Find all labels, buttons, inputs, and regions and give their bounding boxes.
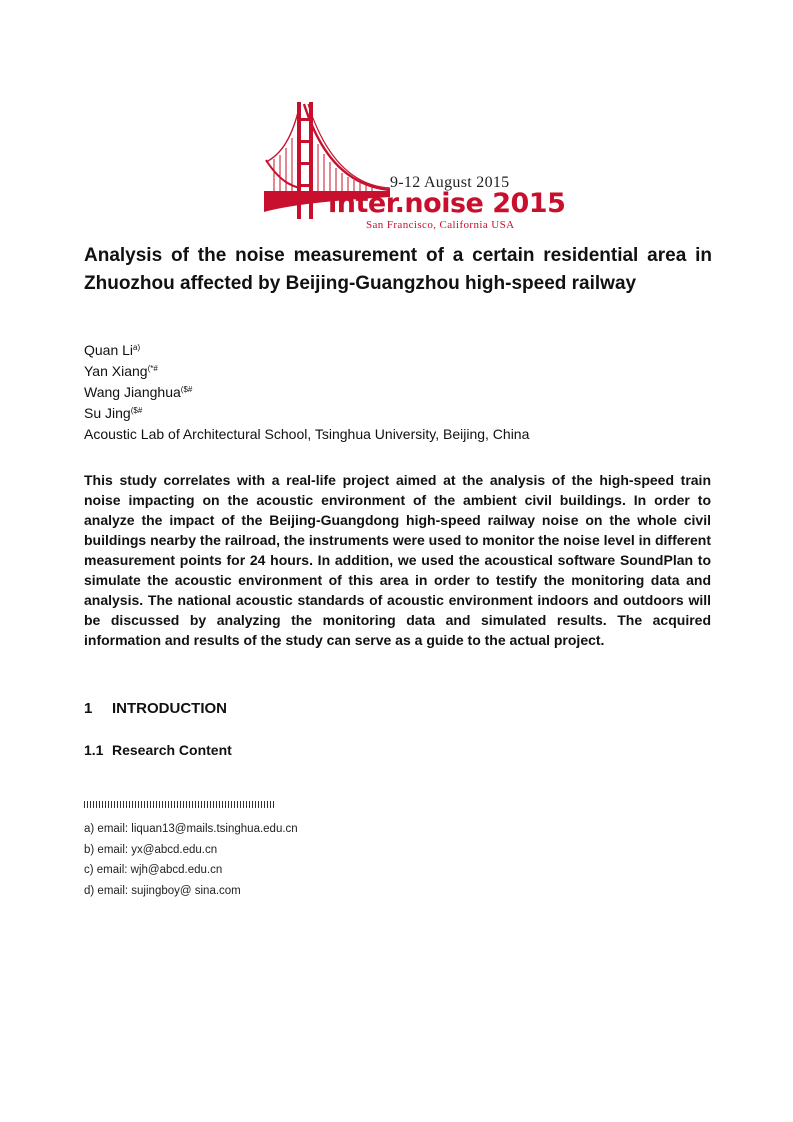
section-heading	[84, 700, 227, 717]
subsection-number: 1.1	[84, 742, 104, 758]
conference-logo	[262, 100, 566, 235]
author-name: Wang Jianghua	[84, 384, 181, 400]
footnote: a) email: liquan13@mails.tsinghua.edu.cn	[84, 823, 298, 835]
section-title: INTRODUCTION	[112, 700, 227, 717]
author-mark: a)	[133, 343, 141, 352]
footnote-separator	[84, 801, 276, 808]
footnote: b) email: yx@abcd.edu.cn	[84, 843, 218, 856]
conference-name: inter.noise 2015	[328, 188, 566, 219]
author-name: Quan Li	[84, 342, 134, 358]
author-name: Yan Xiang	[84, 363, 148, 379]
author-mark: ($#	[130, 406, 143, 415]
author-block	[84, 340, 529, 445]
section-number: 1	[84, 700, 93, 717]
conference-date: 9-12 August 2015	[390, 174, 510, 191]
affiliation: Acoustic Lab of Architectural School, Tsinghua University, Beijing, China	[84, 426, 530, 442]
author-line	[84, 361, 529, 382]
author-mark: ($#	[180, 385, 193, 394]
footnote: d) email: sujingboy@ sina.com	[84, 884, 241, 897]
conference-location: San Francisco, California USA	[366, 219, 515, 231]
paper-title: Analysis of the noise measurement of a certain residential area in Zhuozhou affected by Beijing-Guangzhou high-speed railway	[84, 245, 712, 294]
author-line	[84, 403, 529, 424]
footnote: c) email: wjh@abcd.edu.cn	[84, 864, 223, 876]
subsection-heading	[84, 742, 232, 758]
author-line	[84, 382, 529, 403]
abstract: This study correlates with a real-life project aimed at the analysis of the high-speed train noise impacting on the acoustic environment of the ambient civil buildings. In order to analyze the impact of the Beijing-Guangdong high-speed railway noise on the whole civil buildings nearby the railroad, the instruments were used to monitor the noise level in different measurement points for 24 hours. In addition, we used the acoustical software SoundPlan to simulate the acoustic environment of this area in order to testify the monitoring data and analysis. The national acoustic standards of acoustic environment indoors and outdoors will be discussed by analyzing the monitoring data and simulated results. The acquired information and results of the study can serve as a guide to the actual project.	[84, 472, 711, 648]
footnotes	[84, 819, 298, 901]
author-line	[84, 340, 529, 361]
author-name: Su Jing	[84, 405, 131, 421]
subsection-title: Research Content	[112, 742, 232, 758]
author-mark: (*#	[147, 364, 158, 373]
